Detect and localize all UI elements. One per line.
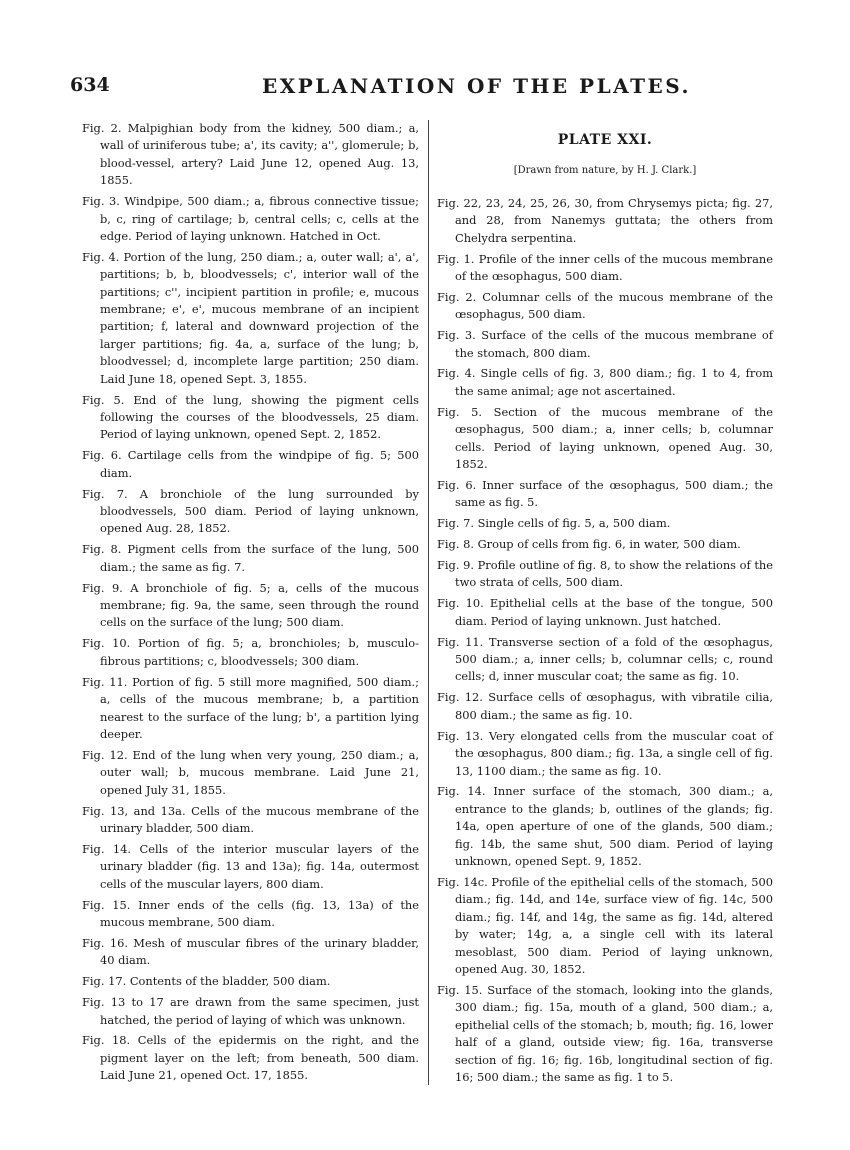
figure-entry: Fig. 4. Portion of the lung, 250 diam.; a, outer wall; a', a', partitions; b, b, bloodvessels; c', interior wall of the partitions; c'', incipient partition in profile; e, mucous membrane; e', e', mucous membrane of an incipient partition; f, lateral and downward projection of the larger partitions; fig. 4a, a, surface of the lung; b, bloodvessel; d, incomplete large partition; 250 diam. Laid June 18, opened Sept. 3, 1855. <box>82 249 419 386</box>
figure-entry: Fig. 5. Section of the mucous membrane of the œsophagus, 500 diam.; a, inner cells; b, columnar cells. Period of laying unknown, opened Aug. 30, 1852. <box>437 404 773 471</box>
figure-entry: Fig. 7. A bronchiole of the lung surrounded by bloodvessels, 500 diam. Period of laying unknown, opened Aug. 28, 1852. <box>82 486 419 536</box>
figure-entry: Fig. 14. Inner surface of the stomach, 300 diam.; a, entrance to the glands; b, outlines of the glands; fig. 14a, open aperture of one of the glands, 500 diam.; fig. 14b, the same shut, 500 diam. Period of laying unknown, opened Sept. 9, 1852. <box>437 784 773 869</box>
figure-entry: Fig. 14c. Profile of the epithelial cells of the stomach, 500 diam.; fig. 14d, and 14e, surface view of fig. 14c, 500 diam.; fig. 14f, and 14g, the same as fig. 14d, altered by water; 14g, a, a single cell with its lateral mesoblast, 500 diam. Period of laying unknown, opened Aug. 30, 1852. <box>437 874 773 976</box>
figure-entry: Fig. 13. Very elongated cells from the muscular coat of the œsophagus, 800 diam.; fig. 13a, a single cell of fig. 13, 1100 diam.; the same as fig. 10. <box>437 728 773 778</box>
figure-entry: Fig. 6. Inner surface of the œsophagus, 500 diam.; the same as fig. 5. <box>437 477 773 510</box>
running-head: EXPLANATION OF THE PLATES. <box>262 74 691 98</box>
figure-entry: Fig. 5. End of the lung, showing the pigment cells following the courses of the bloodvessels, 25 diam. Period of laying unknown, opened Sept. 2, 1852. <box>82 392 419 442</box>
figure-entry: Fig. 3. Windpipe, 500 diam.; a, fibrous connective tissue; b, c, ring of cartilage; b, central cells; c, cells at the edge. Period of laying unknown. Hatched in Oct. <box>82 194 419 243</box>
figure-entry: Fig. 17. Contents of the bladder, 500 diam. <box>82 974 331 989</box>
figure-entry: Fig. 14. Cells of the interior muscular layers of the urinary bladder (fig. 13 and 13a); fig. 14a, outermost cells of the muscular layers, 800 diam. <box>82 841 419 891</box>
figure-entry: Fig. 1. Profile of the inner cells of the mucous membrane of the œsophagus, 500 diam. <box>437 251 773 283</box>
figure-entry: Fig. 4. Single cells of fig. 3, 800 diam.; fig. 1 to 4, from the same animal; age not ascertained. <box>437 366 773 398</box>
figure-entry: Fig. 3. Surface of the cells of the mucous membrane of the stomach, 800 diam. <box>437 328 773 360</box>
figure-entry: Fig. 11. Transverse section of a fold of the œsophagus, 500 diam.; a, inner cells; b, columnar cells; c, round cells; d, inner muscular coat; the same as fig. 10. <box>437 634 773 684</box>
figure-entry: Fig. 8. Group of cells from fig. 6, in water, 500 diam. <box>437 537 741 552</box>
figure-entry: Fig. 11. Portion of fig. 5 still more magnified, 500 diam.; a, cells of the mucous membrane; b, a partition nearest to the surface of the lung; b', a partition lying deeper. <box>82 674 419 741</box>
figure-entry: Fig. 2. Columnar cells of the mucous membrane of the œsophagus, 500 diam. <box>437 289 773 322</box>
figure-entry: Fig. 10. Epithelial cells at the base of the tongue, 500 diam. Period of laying unknown. Just hatched. <box>437 596 773 628</box>
plate-credit: [Drawn from nature, by H. J. Clark.] <box>513 165 697 177</box>
right-column <box>437 120 773 1090</box>
page-number: 634 <box>70 74 110 96</box>
figure-entry: Fig. 15. Surface of the stomach, looking into the glands, 300 diam.; fig. 15a, mouth of a gland, 500 diam.; a, epithelial cells of the stomach; b, mouth; fig. 16, lower half of a gland, outside view; fig. 16a, transverse section of fig. 16; fig. 16b, longitudinal section of fig. 16; 500 diam.; the same as fig. 1 to 5. <box>437 982 773 1084</box>
figure-entry: Fig. 12. Surface cells of œsophagus, with vibratile cilia, 800 diam.; the same as fig. 10. <box>437 690 773 722</box>
figure-entry: Fig. 6. Cartilage cells from the windpipe of fig. 5; 500 diam. <box>82 448 419 480</box>
figure-entry: Fig. 13, and 13a. Cells of the mucous membrane of the urinary bladder, 500 diam. <box>82 803 419 835</box>
figure-entry: Fig. 13 to 17 are drawn from the same specimen, just hatched, the period of laying of which was unknown. <box>82 995 419 1027</box>
figure-entry: Fig. 18. Cells of the epidermis on the right, and the pigment layer on the left; from beneath, 500 diam. Laid June 21, opened Oct. 17, 1855. <box>82 1033 419 1083</box>
plate-title: PLATE XXI. <box>557 132 653 148</box>
figure-entry: Fig. 9. Profile outline of fig. 8, to show the relations of the two strata of cells, 500 diam. <box>437 558 773 590</box>
figure-entry: Fig. 7. Single cells of fig. 5, a, 500 diam. <box>437 516 671 531</box>
figure-entry: Fig. 16. Mesh of muscular fibres of the urinary bladder, 40 diam. <box>82 935 419 968</box>
column-divider <box>428 120 429 1085</box>
figure-entry: Fig. 15. Inner ends of the cells (fig. 13, 13a) of the mucous membrane, 500 diam. <box>82 897 419 929</box>
figure-entry: Fig. 12. End of the lung when very young, 250 diam.; a, outer wall; b, mucous membrane. Laid June 21, opened July 31, 1855. <box>82 747 419 797</box>
left-column <box>82 120 419 1088</box>
figure-entry: Fig. 22, 23, 24, 25, 26, 30, from Chrysemys picta; fig. 27, and 28, from Nanemys guttata; the others from Chelydra serpentina. <box>437 195 773 245</box>
figure-entry: Fig. 2. Malpighian body from the kidney, 500 diam.; a, wall of uriniferous tube; a', its cavity; a'', glomerule; b, blood-vessel, artery? Laid June 12, opened Aug. 13, 1855. <box>82 121 419 188</box>
figure-entry: Fig. 8. Pigment cells from the surface of the lung, 500 diam.; the same as fig. 7. <box>82 542 419 574</box>
figure-entry: Fig. 10. Portion of fig. 5; a, bronchioles; b, musculo-fibrous partitions; c, bloodvessels; 300 diam. <box>82 636 419 668</box>
figure-entry: Fig. 9. A bronchiole of fig. 5; a, cells of the mucous membrane; fig. 9a, the same, seen through the round cells on the surface of the lung; 500 diam. <box>82 580 419 630</box>
